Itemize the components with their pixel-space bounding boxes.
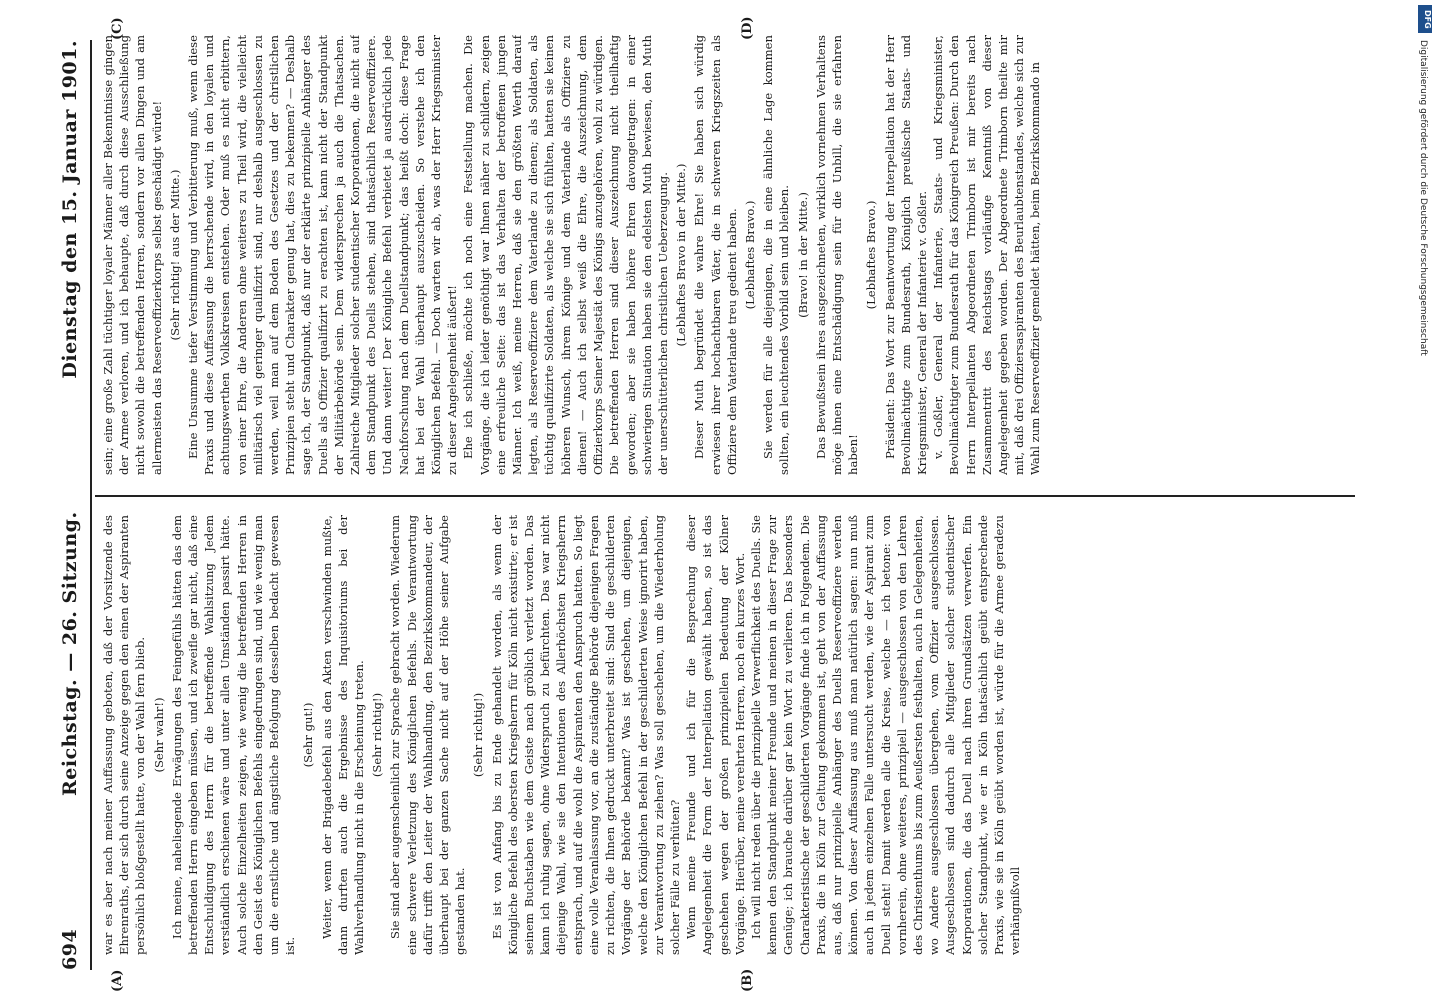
page-number: 694 [59,928,81,970]
paragraph: Eine Unsumme tiefer Verstimmung und Verbitterung muß, wenn diese Praxis und diese Auffassung die herrschende wird, in den loyalen und achtungswerthen Volkskreisen entstehen. Oder muß es nicht erbittern, von einer Ehre, die Anderen ohne weiteres zu Theil wird, die vielleicht militärisch viel geringer qualifizirt sind, nur deshalb ausgeschlossen zu werden, weil man auf dem Boden des Gesetzes und der christlichen Prinzipien steht und Charakter genug hat, dies zu bekennen? — Deshalb sage ich, der Standpunkt, daß nur der erklärte prinzipielle Anhänger des Duells als Offizier qualifizirt zu erachten ist, kann nicht der Standpunkt der Militärbehörde sein. Dem widersprechen ja auch die Thatsachen. Zahlreiche Mitglieder solcher studentischer Korporationen, die nicht auf dem Standpunkt des Duells stehen, sind thatsächlich Reserveoffiziere. Und dann weiter! Der Königliche Befehl verbietet ja ausdrücklich jede Nachforschung nach dem Duellstandpunkt; das heißt doch: diese Frage hat bei der Wahl überhaupt auszuscheiden. So verstehe ich den Königlichen Befehl. — Doch warten wir ab, was der Herr Kriegsminister zu dieser Angelegenheit äußert! [186,35,460,475]
interjection: (Sehr richtig! aus der Mitte.) [167,169,182,341]
interjection: (Lebhaftes Bravo.) [864,200,879,310]
paragraph: Sie werden für alle diejenigen, die in eine ähnliche Lage kommen sollten, ein leuchtendes Vorbild sein und bleiben. [761,35,792,475]
marker-d: (D) [740,16,755,40]
paragraph: Ich meine, naheliegende Erwägungen des Feingefühls hätten das dem betreffenden Herrn eingeben müssen, und ich zweifle gar nicht, daß eine Entschuldigung des Herrn für die betreffende Wahlsitzung Jedem verständlich erschienen wäre und unter allen Umständen passirt hätte. Auch solche Einzelheiten zeigen, wie wenig die betreffenden Herren in den Geist des Königlichen Befehls eingedrungen sind, und wie wenig man um die ernstliche und ängstliche Befolgung desselben bedacht gewesen ist. [169,515,298,955]
right-column [100,35,1350,475]
funding-note-text: Digitalisierung gefördert durch die Deutsche Forschungsgemeinschaft [1418,40,1428,356]
paragraph: Es ist von Anfang bis zu Ende gehandelt worden, als wenn der Königliche Befehl des obersten Kriegsherrn für Köln nicht existirte; er ist seinem Buchstaben wie dem Geiste nach gröblich verletzt worden. Das kann ich ruhig sagen, ohne Widerspruch zu befürchten. Das war nicht diejenige Wahl, wie sie den Intentionen des Allerhöchsten Kriegsherrn entsprach, und auf die wohl die Aspiranten den Anspruch hatten. So liegt eine volle Veranlassung vor, an die zuständige Behörde diejenigen Fragen zu richten, die Ihnen gedruckt unterbreitet sind: Sind die geschilderten Vorgänge der Behörde bekannt? Was ist geschehen, um diejenigen, welche den Königlichen Befehl in der geschilderten Weise ignorirt haben, zur Verantwortung zu ziehen? Was soll geschehen, um die Wiederholung solcher Fälle zu verhüten? [489,515,682,955]
paragraph: Dieser Muth begründet die wahre Ehre! Sie haben sich würdig erwiesen ihrer hochachtbaren Väter, die in schweren Kriegszeiten als Offiziere dem Vaterlande treu gedient haben. [692,35,739,475]
interjection: (Sehr richtig!) [471,692,486,778]
paragraph: sein; eine große Zahl tüchtiger loyaler Männer aller Bekenntnisse gingen der Armee verloren, und ich behaupte, daß durch diese Ausschließung nicht sowohl die betreffenden Herren, sondern vor allen Dingen und am allermeisten das Reserveoffizierkorps selbst geschädigt würde! [101,35,164,475]
interjection: (Bravo! in der Mitte.) [795,192,810,318]
interjection: (Sehr richtig!) [370,692,385,778]
left-column [100,515,1350,955]
interjection: (Sehr gut!) [301,702,316,768]
interjection: (Lebhaftes Bravo in der Mitte.) [674,163,689,347]
session-title: Reichstag. — 26. Sitzung. [59,511,81,797]
speaker-paragraph: Präsident: Das Wort zur Beantwortung der Interpellation hat der Herr Bevollmächtigte zum Bundesrath, Königlich preußische Staats- und Kriegsminister, General der Infanterie v. Goßler. [882,35,929,475]
marker-a: (A) [110,969,125,992]
funding-note [1410,40,1432,740]
paragraph: Sie sind aber augenscheinlich zur Sprache gebracht worden. Wiederum eine schwere Verletzung des Königlichen Befehls. Die Verantwortung dafür trifft den Leiter der Wahlhandlung, den Bezirkskommandeur, der überhaupt bei der ganzen Sache nicht auf der Höhe seiner Aufgabe gestanden hat. [388,515,468,955]
paragraph: war es aber nach meiner Auffassung geboten, daß der Vorsitzende des Ehrenraths, der sich durch seine Anzeige gegen den einen der Aspiranten persönlich bloßgestellt hatte, von der Wahl fern blieb. [101,515,148,955]
paragraph: Ich will nicht reden über die prinzipielle Verwerflichkeit des Duells. Sie kennen den Standpunkt meiner Freunde und meinen in dieser Frage zur Genüge; ich brauche darüber gar kein Wort zu verlieren. Das besonders Charakteristische der geschilderten Vorgänge finde ich in Folgendem. Die Praxis, die in Köln zur Geltung gekommen ist, geht von der Auffassung aus, daß nur prinzipielle Anhänger des Duells Reserveoffiziere werden können. Von dieser Auffassung aus muß man natürlich sagen: nun muß auch in jedem einzelnen Falle untersucht werden, wie der Aspirant zum Duell steht! Damit werden alle die Kreise, welche — ich betone: von vornherein, ohne weiteres, prinzipiell — ausgeschlossen von den Lehren des Christenthums bis zum Aeußersten festhalten, auch in Gelegenheiten, wo Andere ausgeschlossen übergehen, vom Offizier ausgeschlossen. Ausgeschlossen sind dadurch alle Mitglieder solcher studentischer Korporationen, die das Duell nach ihren Grundsätzen verwerfen. Ein solcher Standpunkt, wie er in Köln thatsächlich geübt entsprechende Praxis, wie sie in Köln geübt worden ist, würde für die Armee geradezu verhängnißvoll [748,515,1023,955]
page-header [55,40,85,970]
marker-b: (B) [740,968,755,992]
marker-c: (C) [110,17,125,40]
column-divider [95,495,1355,497]
dfg-logo: DFG [1418,5,1432,33]
paragraph: Weiter, wenn der Brigadebefehl aus den Akten verschwinden mußte, dann durften auch die Ergebnisse des Inquisitoriums bei der Wahlverhandlung nicht in die Erscheinung treten. [319,515,367,955]
date-title: Dienstag den 15. Januar 1901. [59,40,81,379]
speaker-paragraph: v. Goßler, General der Infanterie, Staats- und Kriegsminister, Bevollmächtigter zum Bundesrath für das Königreich Preußen: Durch den Herrn Interpellanten Abgeordneten Trimborn ist mir bereits nach Zusammentritt des Reichstags vorläufige Kenntniß von dieser Angelegenheit gegeben worden. Der Abgeordnete Trimborn theilte mir mit, daß drei Offiziersaspiranten des Beurlaubtenstandes, welche sich zur Wahl zum Reserveoffizier gemeldet hätten, beim Bezirkskommando in [931,35,1043,475]
paragraph: Ehe ich schließe, möchte ich noch eine Feststellung machen. Die Vorgänge, die ich leider genöthigt war Ihnen näher zu schildern, zeigen eine erfreuliche Seite: das ist das Verhalten der betroffenen jungen Männer. Ich weiß, meine Herren, daß sie den größten Werth darauf legten, als Reserveoffiziere dem Vaterlande zu dienen; als Soldaten, als tüchtig qualifizirte Soldaten, als welche sie sich fühlten, hatten sie keinen höheren Wunsch, ihrem Könige und dem Vaterlande als Offiziere zu dienen! — Auch ich selbst weiß die Ehre, die Auszeichnung, dem Offizierkorps Seiner Majestät des Königs anzugehören, wohl zu würdigen. Die betreffenden Herren sind dieser Auszeichnung nicht theilhaftig geworden; aber sie haben höhere Ehren davongetragen: in einer schwierigen Situation haben sie den edelsten Muth bewiesen, den Muth der unerschütterlichen christlichen Ueberzeugung. [461,35,670,475]
paragraph: Wenn meine Freunde und ich für die Besprechung dieser Angelegenheit die Form der Interpellation gewählt haben, so ist das geschehen wegen der großen prinzipiellen Bedeutung der Kölner Vorgänge. Hierüber, meine verehrten Herren, noch ein kurzes Wort. [684,515,747,955]
interjection: (Sehr wahr!) [151,697,166,773]
paragraph: Das Bewußtsein ihres ausgezeichneten, wirklich vornehmen Verhaltens möge ihnen eine Entschädigung sein für die Unbill, die sie erfahren haben! [813,35,861,475]
header-rule [90,40,92,970]
interjection: (Lebhaftes Bravo.) [742,200,757,310]
